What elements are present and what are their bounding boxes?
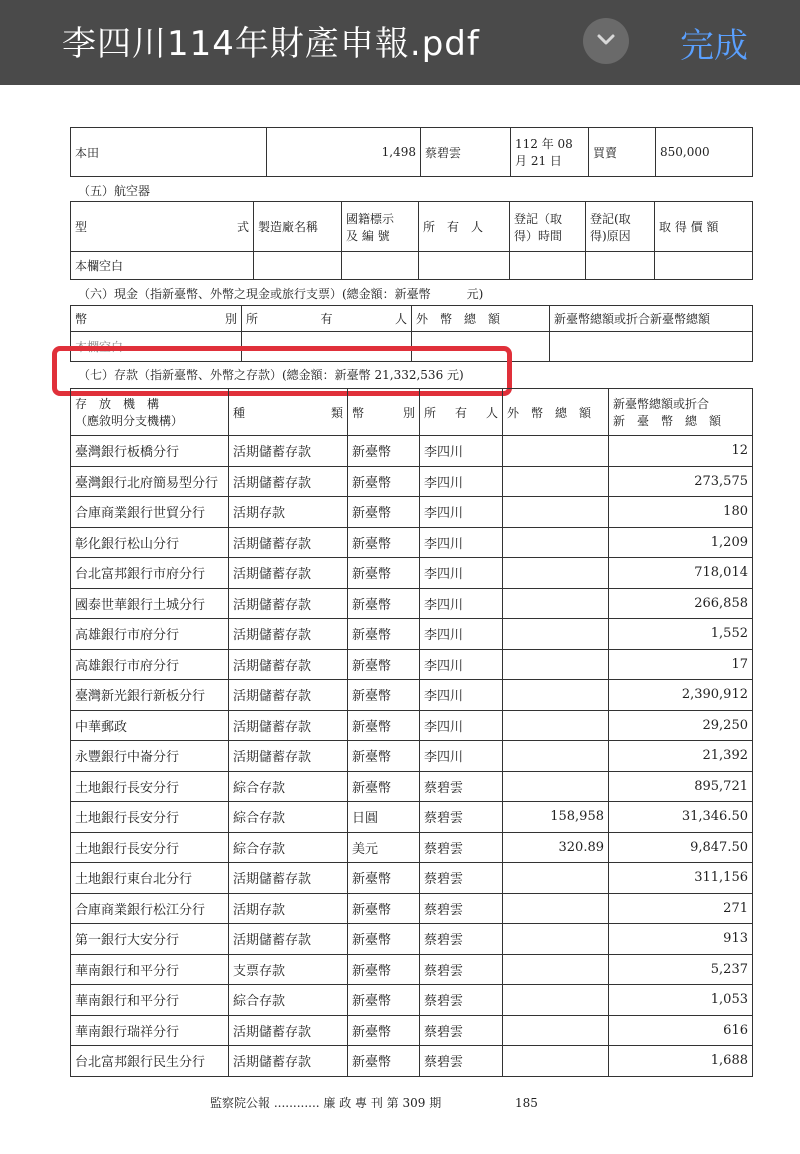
cell-foreign: 320.89 xyxy=(503,832,609,863)
table-row xyxy=(71,527,753,558)
cell-owner: 李四川 xyxy=(420,680,503,711)
cell-twd: 1,688 xyxy=(609,1046,753,1077)
cash-heading: （六）現金（指新臺幣、外幣之現金或旅行支票）(總金額：新臺幣 元) xyxy=(78,287,484,301)
table-row xyxy=(71,436,753,467)
cell-bank: 台北富邦銀行民生分行 xyxy=(71,1046,229,1077)
cell-twd: 273,575 xyxy=(609,466,753,497)
cell-type: 活期儲蓄存款 xyxy=(229,741,348,772)
cell-type: 活期儲蓄存款 xyxy=(229,863,348,894)
aircraft-header-maker: 製造廠名稱 xyxy=(254,202,342,252)
cell-currency: 新臺幣 xyxy=(348,985,420,1016)
cell-type: 活期儲蓄存款 xyxy=(229,1015,348,1046)
table-row xyxy=(71,680,753,711)
deposits-header-currency: 幣 別 xyxy=(348,389,420,436)
cell-foreign xyxy=(503,649,609,680)
cell-currency: 新臺幣 xyxy=(348,771,420,802)
table-row xyxy=(71,802,753,833)
cell-type: 活期儲蓄存款 xyxy=(229,466,348,497)
cell-currency: 新臺幣 xyxy=(348,649,420,680)
cell-bank: 中華郵政 xyxy=(71,710,229,741)
cell-twd: 913 xyxy=(609,924,753,955)
cell-currency: 新臺幣 xyxy=(348,954,420,985)
table-row xyxy=(71,1046,753,1077)
cell-currency: 新臺幣 xyxy=(348,893,420,924)
cell-owner: 蔡碧雲 xyxy=(420,954,503,985)
cell-owner: 李四川 xyxy=(420,588,503,619)
cell-owner: 蔡碧雲 xyxy=(420,771,503,802)
cell-owner: 李四川 xyxy=(420,497,503,528)
cell-twd: 31,346.50 xyxy=(609,802,753,833)
table-row xyxy=(71,619,753,650)
aircraft-blank: 本欄空白 xyxy=(71,252,254,280)
title-dropdown-button[interactable] xyxy=(583,18,629,64)
document-title: 李四川114年財產申報.pdf xyxy=(62,24,480,64)
vehicle-date: 112 年 08 月 21 日 xyxy=(511,128,589,177)
deposits-heading: （七）存款（指新臺幣、外幣之存款）(總金額：新臺幣 21,332,536 元) xyxy=(78,368,464,382)
cell-foreign xyxy=(503,619,609,650)
cell-twd: 180 xyxy=(609,497,753,528)
cell-owner: 李四川 xyxy=(420,466,503,497)
cell-foreign xyxy=(503,954,609,985)
cell-twd: 5,237 xyxy=(609,954,753,985)
cell-type: 活期儲蓄存款 xyxy=(229,710,348,741)
table-row xyxy=(71,954,753,985)
cell-type: 綜合存款 xyxy=(229,832,348,863)
cell-currency: 新臺幣 xyxy=(348,619,420,650)
cell-owner: 蔡碧雲 xyxy=(420,863,503,894)
cell-foreign xyxy=(503,985,609,1016)
cell-bank: 臺灣銀行北府簡易型分行 xyxy=(71,466,229,497)
cell-currency: 新臺幣 xyxy=(348,863,420,894)
cell-twd: 21,392 xyxy=(609,741,753,772)
cell-type: 活期儲蓄存款 xyxy=(229,649,348,680)
vehicle-reason: 買賣 xyxy=(589,128,656,177)
cell-foreign xyxy=(503,924,609,955)
aircraft-heading: （五）航空器 xyxy=(78,184,151,198)
cell-foreign: 158,958 xyxy=(503,802,609,833)
cell-foreign xyxy=(503,497,609,528)
cell-bank: 彰化銀行松山分行 xyxy=(71,527,229,558)
cell-twd: 616 xyxy=(609,1015,753,1046)
cell-bank: 臺灣新光銀行新板分行 xyxy=(71,680,229,711)
cell-twd: 29,250 xyxy=(609,710,753,741)
cell-bank: 土地銀行東台北分行 xyxy=(71,863,229,894)
cell-bank: 合庫商業銀行松江分行 xyxy=(71,893,229,924)
cell-currency: 美元 xyxy=(348,832,420,863)
footer-text: 監察院公報 ............ 廉 政 專 刊 第 309 期 xyxy=(210,1096,442,1110)
cell-foreign xyxy=(503,466,609,497)
cell-type: 活期儲蓄存款 xyxy=(229,680,348,711)
cell-type: 活期儲蓄存款 xyxy=(229,527,348,558)
cash-header-owner: 所 有 人 xyxy=(242,306,412,332)
cell-owner: 蔡碧雲 xyxy=(420,832,503,863)
cell-bank: 臺灣銀行板橋分行 xyxy=(71,436,229,467)
aircraft-table xyxy=(70,201,753,280)
cell-twd: 311,156 xyxy=(609,863,753,894)
cell-bank: 土地銀行長安分行 xyxy=(71,802,229,833)
vehicle-cc: 1,498 xyxy=(267,128,421,177)
vehicle-table xyxy=(70,127,753,177)
cell-currency: 新臺幣 xyxy=(348,1015,420,1046)
cell-bank: 高雄銀行市府分行 xyxy=(71,649,229,680)
cell-currency: 新臺幣 xyxy=(348,924,420,955)
cell-bank: 土地銀行長安分行 xyxy=(71,771,229,802)
cell-currency: 新臺幣 xyxy=(348,558,420,589)
page-footer xyxy=(210,1094,538,1111)
cell-type: 綜合存款 xyxy=(229,802,348,833)
cell-type: 綜合存款 xyxy=(229,985,348,1016)
cell-bank: 高雄銀行市府分行 xyxy=(71,619,229,650)
deposits-table xyxy=(70,388,753,1077)
cell-bank: 土地銀行長安分行 xyxy=(71,832,229,863)
cell-currency: 新臺幣 xyxy=(348,497,420,528)
table-row xyxy=(71,558,753,589)
aircraft-header-nationality: 國籍標示 及 編 號 xyxy=(342,202,419,252)
cell-owner: 蔡碧雲 xyxy=(420,802,503,833)
table-row xyxy=(71,985,753,1016)
table-row xyxy=(71,863,753,894)
cell-foreign xyxy=(503,863,609,894)
table-row xyxy=(71,1015,753,1046)
cell-foreign xyxy=(503,1046,609,1077)
footer-page-number: 185 xyxy=(515,1096,538,1110)
cell-type: 活期儲蓄存款 xyxy=(229,924,348,955)
cell-owner: 蔡碧雲 xyxy=(420,1015,503,1046)
cell-bank: 華南銀行瑞祥分行 xyxy=(71,1015,229,1046)
cell-owner: 蔡碧雲 xyxy=(420,924,503,955)
cell-type: 活期儲蓄存款 xyxy=(229,619,348,650)
cell-foreign xyxy=(503,710,609,741)
cell-currency: 新臺幣 xyxy=(348,588,420,619)
cell-owner: 李四川 xyxy=(420,558,503,589)
cell-bank: 永豐銀行中崙分行 xyxy=(71,741,229,772)
cash-header-twd: 新臺幣總額或折合新臺幣總額 xyxy=(550,306,753,332)
cell-twd: 17 xyxy=(609,649,753,680)
vehicle-price: 850,000 xyxy=(656,128,753,177)
deposits-header-type: 種 類 xyxy=(229,389,348,436)
table-row xyxy=(71,832,753,863)
cell-owner: 李四川 xyxy=(420,710,503,741)
cell-bank: 華南銀行和平分行 xyxy=(71,985,229,1016)
cell-foreign xyxy=(503,680,609,711)
cell-owner: 蔡碧雲 xyxy=(420,1046,503,1077)
cell-twd: 12 xyxy=(609,436,753,467)
cell-type: 活期儲蓄存款 xyxy=(229,588,348,619)
deposits-header-owner: 所 有 人 xyxy=(420,389,503,436)
table-row xyxy=(71,588,753,619)
cell-currency: 新臺幣 xyxy=(348,466,420,497)
cell-type: 綜合存款 xyxy=(229,771,348,802)
cell-twd: 1,209 xyxy=(609,527,753,558)
cell-twd: 895,721 xyxy=(609,771,753,802)
cell-owner: 李四川 xyxy=(420,527,503,558)
cell-owner: 蔡碧雲 xyxy=(420,893,503,924)
aircraft-header-reg-time: 登記（取 得）時間 xyxy=(510,202,586,252)
cell-type: 活期存款 xyxy=(229,497,348,528)
table-row xyxy=(71,466,753,497)
cell-owner: 李四川 xyxy=(420,649,503,680)
aircraft-header-owner: 所 有 人 xyxy=(419,202,510,252)
cell-twd: 718,014 xyxy=(609,558,753,589)
cash-header-currency: 幣 別 xyxy=(71,306,242,332)
cell-currency: 新臺幣 xyxy=(348,680,420,711)
table-row xyxy=(71,771,753,802)
cell-bank: 合庫商業銀行世貿分行 xyxy=(71,497,229,528)
cell-foreign xyxy=(503,1015,609,1046)
cell-twd: 266,858 xyxy=(609,588,753,619)
aircraft-header-type: 型 式 xyxy=(71,202,254,252)
aircraft-header-reg-reason: 登記(取 得)原因 xyxy=(586,202,655,252)
cell-twd: 1,053 xyxy=(609,985,753,1016)
cell-currency: 新臺幣 xyxy=(348,710,420,741)
cash-blank: 本欄空白 xyxy=(71,332,242,362)
table-row xyxy=(71,497,753,528)
cell-currency: 新臺幣 xyxy=(348,436,420,467)
deposits-header-foreign: 外 幣 總 額 xyxy=(503,389,609,436)
cell-twd: 2,390,912 xyxy=(609,680,753,711)
cell-foreign xyxy=(503,588,609,619)
cell-foreign xyxy=(503,527,609,558)
chevron-down-icon xyxy=(596,33,616,47)
cell-bank: 國泰世華銀行土城分行 xyxy=(71,588,229,619)
cell-twd: 271 xyxy=(609,893,753,924)
cell-owner: 李四川 xyxy=(420,741,503,772)
aircraft-header-price: 取 得 價 額 xyxy=(655,202,753,252)
cell-owner: 蔡碧雲 xyxy=(420,985,503,1016)
cell-type: 活期儲蓄存款 xyxy=(229,436,348,467)
cell-currency: 新臺幣 xyxy=(348,741,420,772)
top-bar xyxy=(0,0,800,85)
cell-owner: 李四川 xyxy=(420,619,503,650)
cell-owner: 李四川 xyxy=(420,436,503,467)
cell-currency: 日圓 xyxy=(348,802,420,833)
cell-foreign xyxy=(503,893,609,924)
done-button[interactable]: 完成 xyxy=(680,26,748,66)
vehicle-owner: 蔡碧雲 xyxy=(421,128,511,177)
cell-type: 活期儲蓄存款 xyxy=(229,558,348,589)
cell-type: 活期儲蓄存款 xyxy=(229,1046,348,1077)
cell-foreign xyxy=(503,558,609,589)
cell-type: 活期存款 xyxy=(229,893,348,924)
table-row xyxy=(71,924,753,955)
vehicle-brand: 本田 xyxy=(71,128,267,177)
cell-type: 支票存款 xyxy=(229,954,348,985)
cell-bank: 華南銀行和平分行 xyxy=(71,954,229,985)
table-row xyxy=(71,710,753,741)
cell-bank: 台北富邦銀行市府分行 xyxy=(71,558,229,589)
table-row xyxy=(71,893,753,924)
cell-twd: 1,552 xyxy=(609,619,753,650)
cell-bank: 第一銀行大安分行 xyxy=(71,924,229,955)
cell-currency: 新臺幣 xyxy=(348,527,420,558)
deposits-header-institution: 存 放 機 構 （應敘明分支機構） xyxy=(71,389,229,436)
cell-foreign xyxy=(503,436,609,467)
cell-currency: 新臺幣 xyxy=(348,1046,420,1077)
cash-header-foreign: 外 幣 總 額 xyxy=(412,306,550,332)
cell-foreign xyxy=(503,741,609,772)
table-row xyxy=(71,741,753,772)
deposits-header-twd: 新臺幣總額或折合 新 臺 幣 總 額 xyxy=(609,389,753,436)
table-row xyxy=(71,649,753,680)
cell-foreign xyxy=(503,771,609,802)
cell-twd: 9,847.50 xyxy=(609,832,753,863)
